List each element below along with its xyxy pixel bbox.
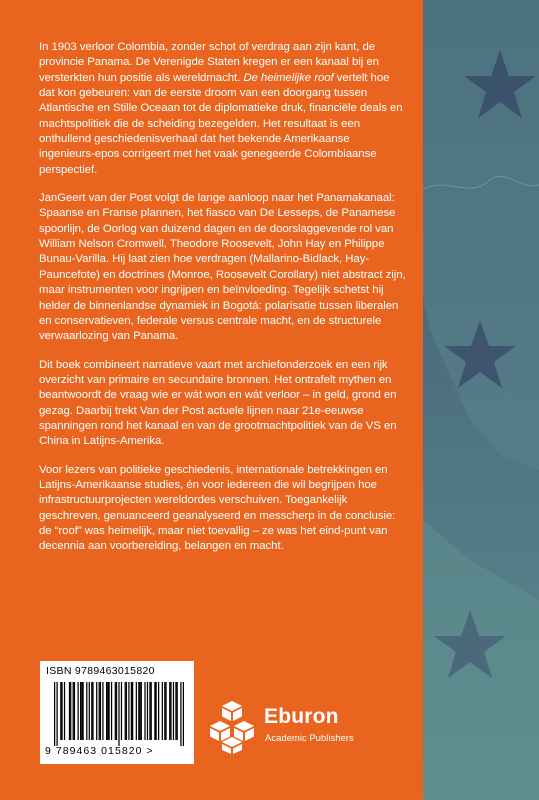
barcode-bar [128,682,129,740]
barcode-bar [54,682,55,746]
barcode-bar [173,682,174,740]
book-title: De heimelijke roof [243,71,334,84]
barcode-bar [86,682,87,740]
barcode-bar [61,682,62,740]
publisher-logo [208,699,378,759]
barcode-bar [115,682,116,740]
barcode-bar [89,682,90,740]
barcode-bar [139,682,140,740]
barcode-bar [108,682,109,740]
barcode-bar [92,682,93,740]
barcode-bar [111,682,112,740]
blurb [39,40,407,568]
blurb-paragraph-1 [39,40,407,178]
barcode-bar [107,682,108,740]
barcode-bar [64,682,65,740]
publisher-name: Eburon [264,705,339,728]
barcode-bar [73,682,74,740]
barcode-bar [165,682,166,740]
barcode-bar [116,682,117,740]
barcode-bar [164,682,165,740]
barcode-bar [78,682,79,740]
barcode-digits: 9 789463 015820 > [45,745,154,757]
barcode-bar [100,682,101,740]
barcode-bar [138,682,139,740]
barcode-bar [170,682,171,740]
publisher-subtitle: Academic Publishers [265,733,354,744]
barcode-bar [183,682,184,746]
barcode-bar [136,682,137,740]
cube-stack-icon [208,699,256,755]
barcode-bar [158,682,159,740]
barcode-bar [99,682,100,740]
barcode-bar [169,682,170,740]
barcode-bar [125,682,126,740]
barcode-bar [141,682,142,740]
barcode-bar [132,682,133,740]
blurb-paragraph-3: Dit boek combineert narratieve vaart met archiefonderzoek en een rijk overzicht van primaire en secundaire bronnen. Het ontrafelt mythen en beantwoordt de vraag wie er wát won en wát verloor – in geld, grond en gezag. Daarbij trekt Van der Post actuele lijnen naar 21e-eeuwse spanningen rond het kanaal en van de grootmachtpolitiek van de VS en China in Latijns-Amerika. [39,358,397,448]
barcode-bar [151,682,152,740]
barcode [54,682,184,746]
barcode-bar [149,682,150,740]
barcode-bar [175,682,176,740]
barcode-bar [56,682,57,746]
barcode-bar [70,682,71,740]
barcode-bar [126,682,127,740]
barcode-bar [131,682,132,740]
barcode-bar [177,682,178,740]
blurb-paragraph-2: JanGeert van der Post volgt de lange aanloop naar het Panamakanaal: Spaanse en Franse plannen, het fiasco van De Lesseps, de Panamese spoorlijn, de Oorlog van duizend dagen en de doorslaggevende rol van William Nelson Cromwell, Theodore Roosevelt, John Hay en Philippe Bunau-Varilla. Hij laat zien hoe verdragen (Mallarino-Bidlack, Hay-Pauncefote) en doctrines (Monroe, Roosevelt Corollary) niet abstract zijn, maar instrumenten voor ingrijpen en beïnvloeding. Tegelijk schetst hij helder de binnenlandse dynamiek in Bogotá: polarisatie tussen liberalen en conservatieven, federale versus centrale macht, en de structurele verwaarlozing van Panama. [39,192,406,343]
barcode-bar [91,682,92,740]
isbn-label: ISBN 9789463015820 [46,665,155,677]
barcode-bar [74,682,75,740]
barcode-bar [60,682,61,740]
barcode-bar [106,682,107,740]
barcode-bar [154,682,155,740]
blurb-paragraph-4: Voor lezers van politieke geschiedenis, internationale betrekkingen en Latijns-Amerikaanse studies, én voor iedereen die wil begrijpen hoe infrastructuurprojecten wereldordes verschuiven. Toegankelijk geschreven, genuanceerd geanalyseerd en messcherp in de conclusie: de “roof” was heimelijk, maar niet toevallig – ze was het eind-punt van decennia aan voorbereiding, belangen en macht. [39,463,396,553]
barcode-bar [96,682,97,740]
barcode-bar [121,682,122,740]
barcode-bar [81,682,82,740]
barcode-bar [162,682,163,740]
blurb-rest: vertelt hoe dat kon gebeuren: van de eerste droom van een doorgang tussen Atlantische en Stille Oceaan tot de diplomatieke druk, financiële deals en machtspolitiek die de scheiding bezegelden. Het resultaat is een onthullend geschiedenisverhaal dat het bekende Amerikaanse ingenieurs-epos corrigeert met het vaak genegeerde Colombiaanse perspectief. [39,71,403,176]
barcode-bar [147,682,148,740]
barcode-bar [80,682,81,740]
barcode-bar [144,682,145,740]
barcode-bar [69,682,70,740]
barcode-bar [180,682,181,746]
barcode-bar [102,682,103,740]
isbn-barcode-box [40,661,194,764]
barcode-bar [156,682,157,740]
barcode-bar [118,682,119,746]
blurb-lead: In 1903 verloor Colombia, zonder schot of verdrag aan zijn kant, de provincie Panama. De Verenigde Staten kregen er een kanaal bij en versterkten hun positie als wereldmacht. [39,41,379,84]
barcode-bar [82,682,83,740]
